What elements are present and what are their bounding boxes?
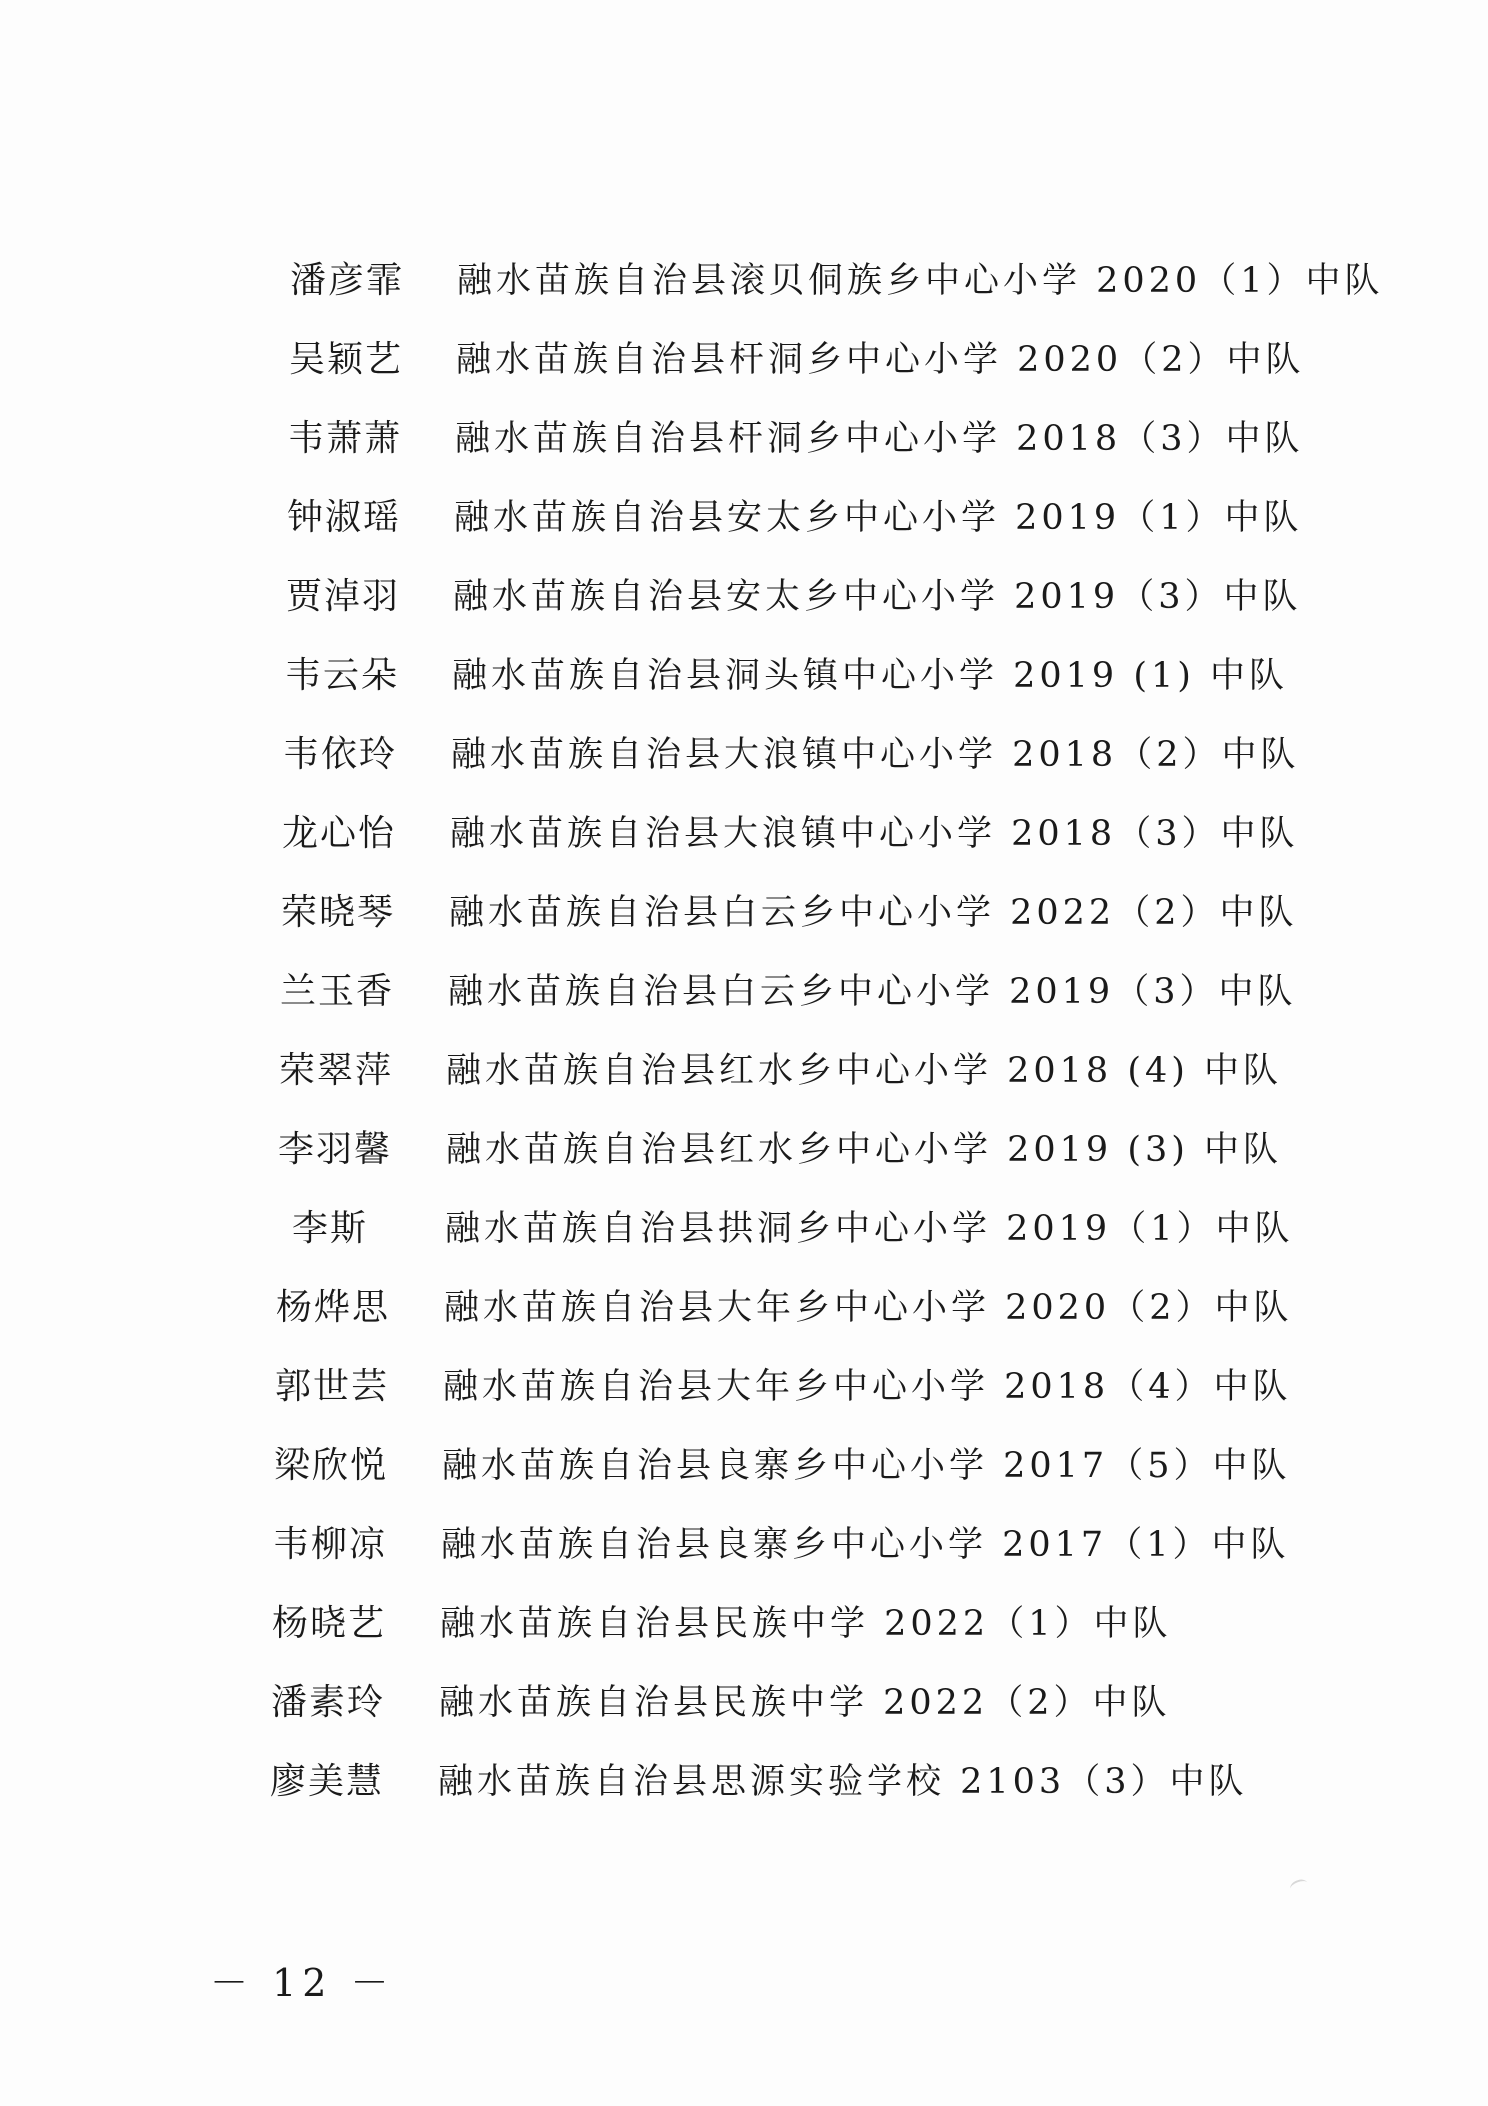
student-name: 李羽馨 (278, 1129, 393, 1170)
list-item (0, 1362, 1488, 1441)
student-unit: 融水苗族自治县白云乡中心小学 2022（2）中队 (449, 893, 1298, 933)
student-unit: 融水苗族自治县大年乡中心小学 2018（4）中队 (443, 1367, 1292, 1407)
student-name: 吴颖艺 (289, 339, 404, 380)
list-item (0, 1678, 1488, 1757)
student-unit: 融水苗族自治县大年乡中心小学 2020（2）中队 (444, 1288, 1293, 1328)
list-item (0, 1125, 1488, 1204)
student-name: 梁欣悦 (274, 1445, 389, 1486)
list-item (0, 967, 1488, 1046)
student-unit: 融水苗族自治县滚贝侗族乡中心小学 2020（1）中队 (457, 261, 1384, 301)
student-unit: 融水苗族自治县安太乡中心小学 2019（3）中队 (453, 577, 1302, 617)
student-name: 韦柳凉 (273, 1524, 388, 1565)
student-unit: 融水苗族自治县洞头镇中心小学 2019 (1) 中队 (452, 656, 1289, 696)
student-name: 荣晓琴 (281, 892, 396, 933)
student-unit: 融水苗族自治县大浪镇中心小学 2018（2）中队 (451, 735, 1300, 775)
student-name: 钟淑瑶 (287, 497, 402, 538)
student-unit: 融水苗族自治县民族中学 2022（2）中队 (439, 1683, 1171, 1723)
student-name: 韦云朵 (285, 655, 400, 696)
list-item (0, 730, 1488, 809)
list-item (0, 1757, 1488, 1836)
list-item (0, 1520, 1488, 1599)
student-name: 韦萧萧 (288, 418, 403, 459)
student-unit: 融水苗族自治县安太乡中心小学 2019（1）中队 (454, 498, 1303, 538)
student-name: 廖美慧 (270, 1761, 385, 1802)
list-item (0, 651, 1488, 730)
student-name: 杨晓艺 (272, 1603, 387, 1644)
student-unit: 融水苗族自治县大浪镇中心小学 2018（3）中队 (450, 814, 1299, 854)
student-unit: 融水苗族自治县民族中学 2022（1）中队 (440, 1604, 1172, 1644)
student-name: 潘素玲 (271, 1682, 386, 1723)
student-name: 龙心怡 (282, 813, 397, 854)
scan-speck (1288, 1877, 1309, 1894)
student-unit: 融水苗族自治县良寨乡中心小学 2017（1）中队 (441, 1525, 1290, 1565)
student-unit: 融水苗族自治县红水乡中心小学 2019 (3) 中队 (446, 1130, 1283, 1170)
student-name: 郭世芸 (275, 1366, 390, 1407)
student-unit: 融水苗族自治县白云乡中心小学 2019（3）中队 (448, 972, 1297, 1012)
student-name: 潘彦霏 (290, 260, 405, 301)
page-number: － 12 － (210, 1961, 395, 2005)
student-name: 荣翠萍 (279, 1050, 394, 1091)
student-unit: 融水苗族自治县红水乡中心小学 2018 (4) 中队 (446, 1051, 1283, 1091)
student-unit: 融水苗族自治县杆洞乡中心小学 2020（2）中队 (456, 340, 1305, 380)
student-unit: 融水苗族自治县良寨乡中心小学 2017（5）中队 (442, 1446, 1291, 1486)
list-item (0, 493, 1488, 572)
list-item (0, 1204, 1488, 1283)
list-item (0, 414, 1488, 493)
student-unit: 融水苗族自治县杆洞乡中心小学 2018（3）中队 (455, 419, 1304, 459)
list-item (0, 1046, 1488, 1125)
list-item (0, 888, 1488, 967)
student-name: 杨烨思 (276, 1287, 391, 1328)
student-unit: 融水苗族自治县思源实验学校 2103（3）中队 (438, 1762, 1248, 1802)
honor-roll-list (0, 256, 1488, 1836)
student-name: 李斯 (292, 1208, 369, 1249)
list-item (0, 1441, 1488, 1520)
list-item (0, 572, 1488, 651)
list-item (0, 1283, 1488, 1362)
list-item (0, 256, 1488, 335)
student-name: 兰玉香 (280, 971, 395, 1012)
student-name: 贾淖羽 (286, 576, 401, 617)
student-unit: 融水苗族自治县拱洞乡中心小学 2019（1）中队 (445, 1209, 1294, 1249)
list-item (0, 1599, 1488, 1678)
list-item (0, 809, 1488, 888)
list-item (0, 335, 1488, 414)
student-name: 韦依玲 (283, 734, 398, 775)
